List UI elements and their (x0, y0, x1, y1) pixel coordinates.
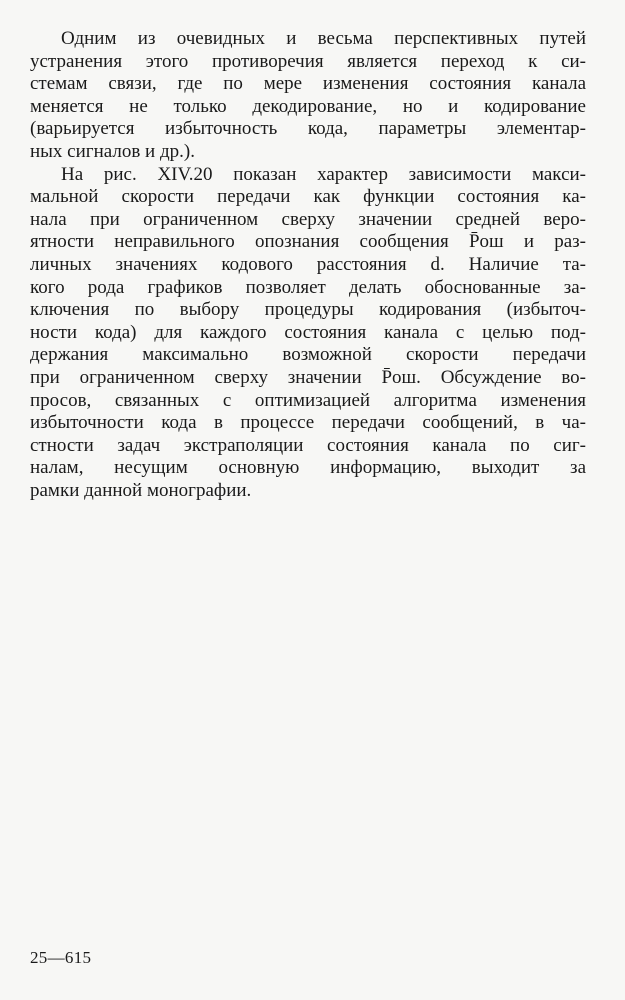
text-line: Одним из очевидных и весьма перспективных путей (61, 28, 586, 49)
text-line: ключения по выбору процедуры кодирования (избыточ- (30, 299, 586, 321)
text-line: рамки данной монографии. (30, 479, 252, 501)
printer-signature: 25—615 (30, 948, 92, 967)
text-line: На рис. XIV.20 показан характер зависимости макси- (61, 163, 586, 185)
text-line: кого рода графиков позволяет делать обоснованные за- (30, 276, 586, 298)
text-line: стемам связи, где по мере изменения состояния канала (30, 73, 586, 95)
text-line: держания максимально возможной скорости передачи (30, 344, 586, 366)
text-line: просов, связанных с оптимизацией алгоритма изменения (30, 389, 586, 411)
text-line: стности задач экстраполяции состояния канала по сиг- (30, 434, 586, 456)
text-line: ности кода) для каждого состояния канала с целью под- (30, 321, 586, 343)
text-line: налам, несущим основную информацию, выходит за (30, 457, 586, 479)
page-text (30, 28, 586, 502)
text-line: избыточности кода в процессе передачи сообщений, в ча- (30, 412, 586, 434)
text-line: при ограниченном сверху значении P̄ош. Обсуждение во- (30, 366, 586, 388)
text-line: мальной скорости передачи как функции состояния ка- (30, 186, 586, 208)
text-line: (варьируется избыточность кода, параметры элементар- (30, 118, 586, 140)
text-line: личных значениях кодового расстояния d. Наличие та- (30, 253, 586, 275)
text-line: меняется не только декодирование, но и кодирование (30, 95, 586, 117)
paragraph-1 (30, 28, 586, 164)
text-line: ных сигналов и др.). (30, 140, 195, 162)
paragraph-2 (30, 164, 586, 503)
text-line: нала при ограниченном сверху значении средней веро- (30, 208, 586, 230)
text-line: устранения этого противоречия является переход к си- (30, 50, 586, 72)
text-line: ятности неправильного опознания сообщения P̄ош и раз- (30, 231, 586, 253)
